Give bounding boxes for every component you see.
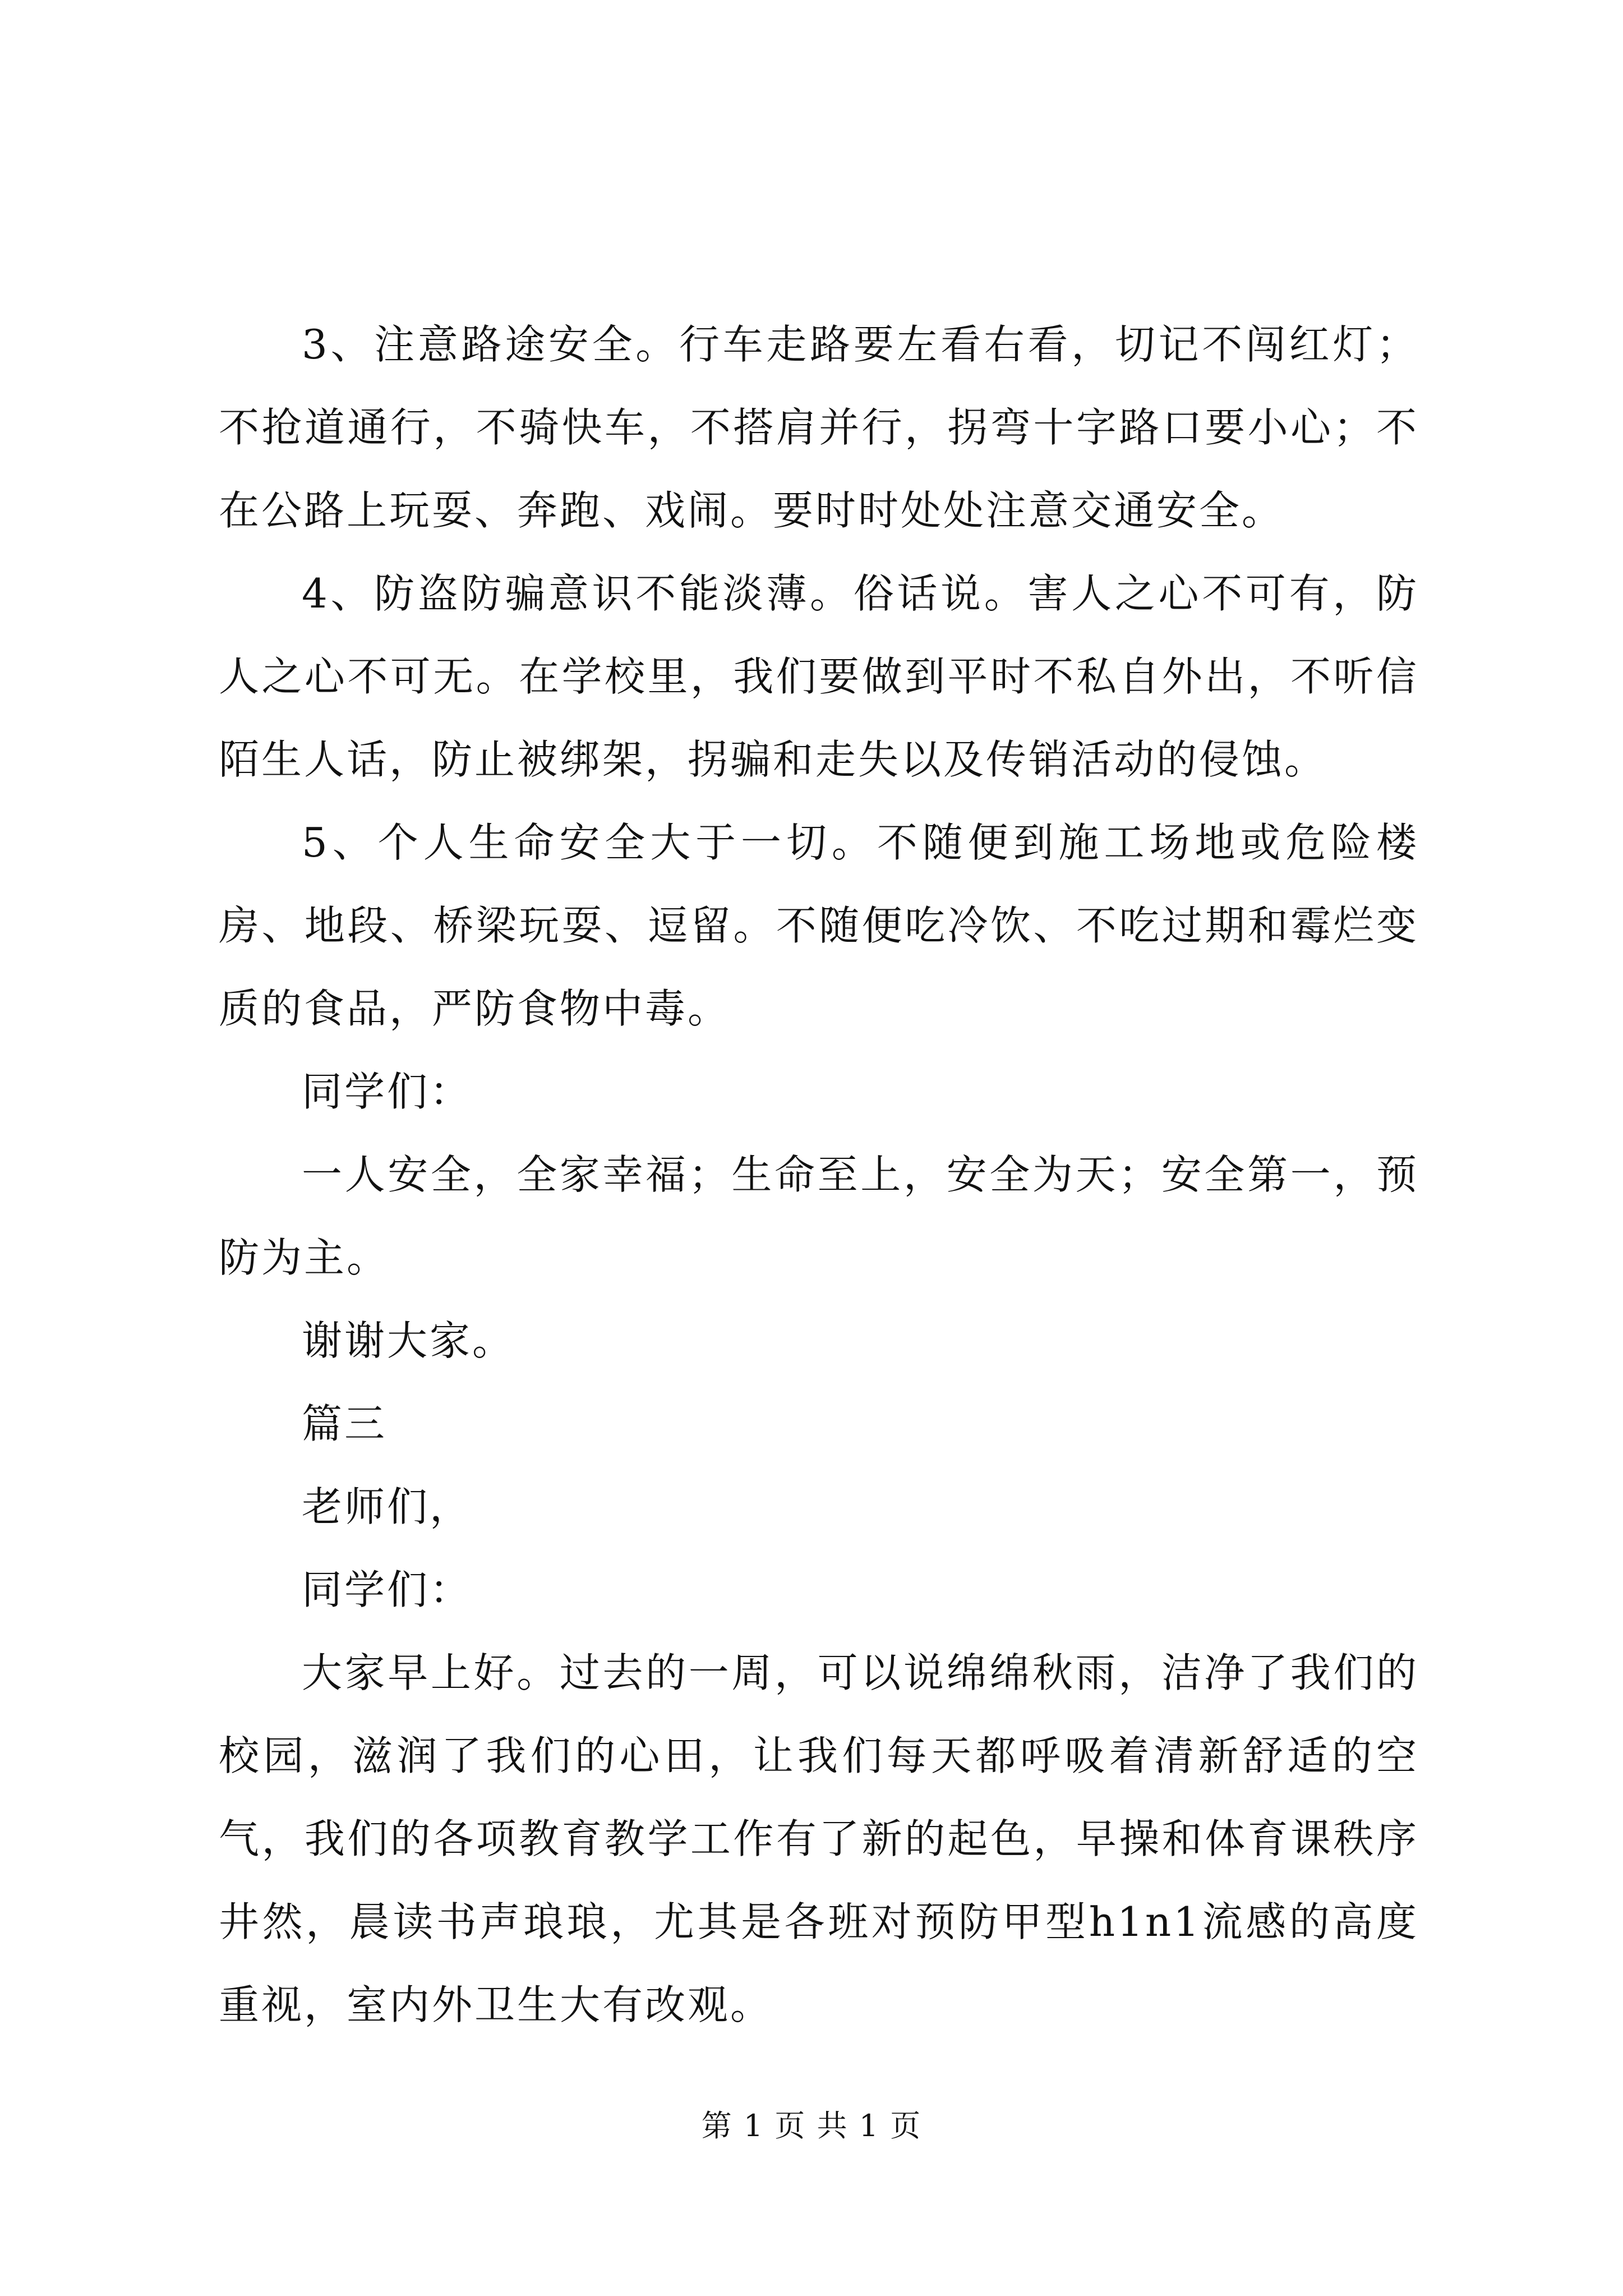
paragraph-safety-motto: 一人安全，全家幸福；生命至上，安全为天；安全第一，预防为主。 xyxy=(219,1151,1419,1281)
page-footer: 第 1 页 共 1 页 xyxy=(701,2108,922,2143)
paragraph-anti-theft: 4、防盗防骗意识不能淡薄。俗话说。害人之心不可有，防人之心不可无。在学校里，我们要做到平时不私自外出，不听信陌生人话，防止被绑架，拐骗和走失以及传销活动的侵蚀。 xyxy=(219,570,1419,783)
document-body xyxy=(219,303,1419,2046)
paragraph-personal-safety: 5、个人生命安全大于一切。不随便到施工场地或危险楼房、地段、桥梁玩耍、逗留。不随便吃冷饮、不吃过期和霉烂变质的食品，严防食物中毒。 xyxy=(219,819,1419,1032)
section-heading: 篇三 xyxy=(302,1400,388,1447)
paragraph-thanks: 谢谢大家。 xyxy=(302,1317,515,1364)
paragraph-greeting-students: 同学们： xyxy=(302,1068,473,1115)
paragraph-greeting-students-2: 同学们： xyxy=(302,1566,473,1613)
paragraph-road-safety: 3、注意路途安全。行车走路要左看右看，切记不闯红灯；不抢道通行，不骑快车，不搭肩并行，拐弯十字路口要小心；不在公路上玩耍、奔跑、戏闹。要时时处处注意交通安全。 xyxy=(219,321,1419,534)
paragraph-morning-speech: 大家早上好。过去的一周，可以说绵绵秋雨，洁净了我们的校园，滋润了我们的心田，让我们每天都呼吸着清新舒适的空气，我们的各项教育教学工作有了新的起色，早操和体育课秩序井然，晨读书声琅琅，尤其是各班对预防甲型h1n1流感的高度重视，室内外卫生大有改观。 xyxy=(219,1649,1419,2028)
paragraph-greeting-teachers: 老师们， xyxy=(302,1483,473,1530)
